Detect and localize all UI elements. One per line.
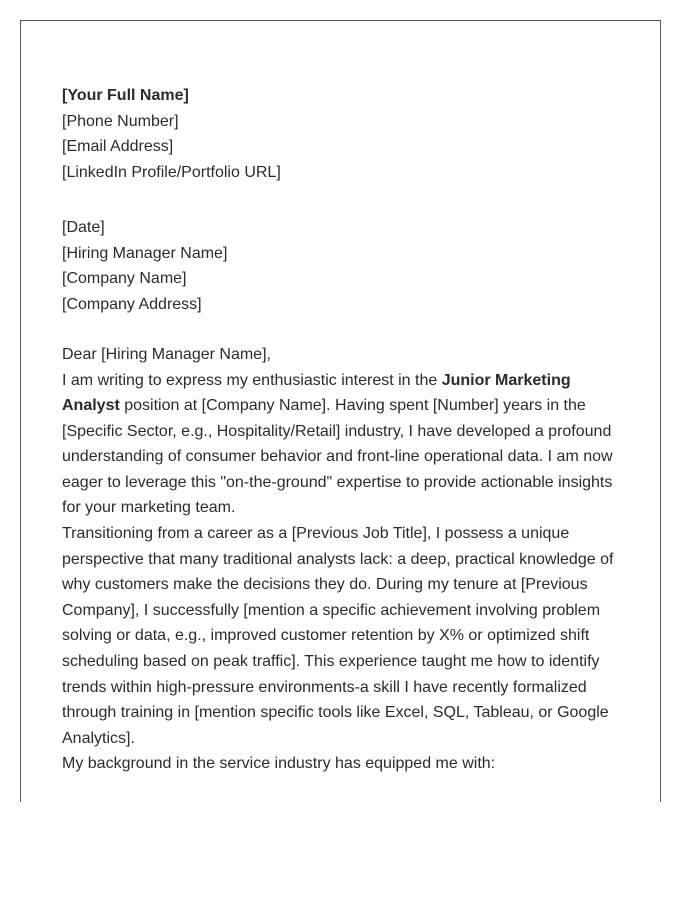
sender-block [62, 83, 627, 185]
recipient-company-name: [Company Name] [62, 270, 187, 287]
paragraph-intro-lead: I am writing to express my enthusiastic interest in the [62, 371, 442, 389]
sender-email: [Email Address] [62, 138, 174, 155]
recipient-hiring-manager: [Hiring Manager Name] [62, 244, 228, 262]
sender-phone: [Phone Number] [62, 112, 179, 130]
job-title-highlight: Junior Marketing Analyst [62, 371, 571, 415]
recipient-company-address: [Company Address] [62, 295, 202, 313]
recipient-block [62, 215, 627, 317]
paragraph-intro-rest: position at [Company Name]. Having spent [Number] years in the [Specific Sector, e.g., Hospitality/Retail] industry, I have developed a profound understanding of consumer behavior and front-line operational data. I am now eager to leverage this "on-the-ground" expertise to provide actionable insights for your marketing team. [62, 397, 613, 517]
paragraph-intro [62, 368, 627, 522]
sender-name: [Your Full Name] [62, 87, 189, 104]
paragraph-skills-intro: My background in the service industry has equipped me with: [62, 755, 496, 773]
document-page [20, 20, 661, 802]
sender-profile-url: [LinkedIn Profile/Portfolio URL] [62, 163, 281, 181]
letter-date: [Date] [62, 219, 105, 236]
letter-body [62, 83, 627, 777]
paragraph-experience: Transitioning from a career as a [Previous Job Title], I possess a unique perspective that many traditional analysts lack: a deep, practical knowledge of why customers make the decisions they do. During my tenure at [Previous Company], I successfully [mention a specific achievement involving problem solving or data, e.g., improved customer retention by X% or optimized shift scheduling based on peak traffic]. This experience taught me how to identify trends within high-pressure environments-a skill I have recently formalized through training in [mention specific tools like Excel, SQL, Tableau, or Google Analytics]. [62, 525, 614, 747]
salutation: Dear [Hiring Manager Name], [62, 346, 271, 363]
